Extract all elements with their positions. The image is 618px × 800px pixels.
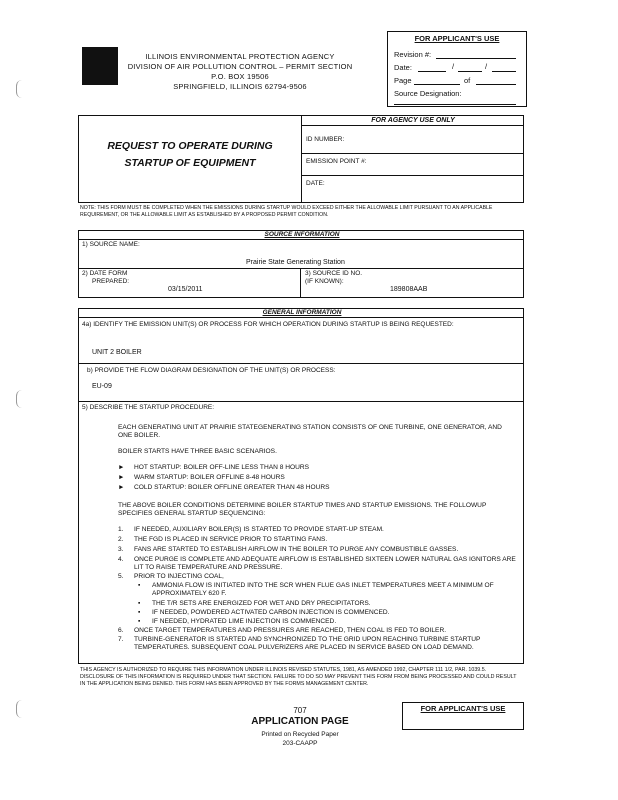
application-page-label: APPLICATION PAGE [251, 716, 349, 727]
section-divider [78, 317, 524, 318]
question-4b: b) PROVIDE THE FLOW DIAGRAM DESIGNATION OF THE UNIT(S) OR PROCESS: [87, 367, 336, 374]
scan-mark [16, 390, 22, 408]
answer-4a[interactable]: UNIT 2 BOILER [92, 349, 142, 356]
scenario-item: HOT STARTUP: BOILER OFF-LINE LESS THAN 8 HOURS [134, 464, 310, 471]
startup-scenarios: BOILER STARTS HAVE THREE BASIC SCENARIOS. [118, 448, 277, 455]
bullet-icon: ▪ [138, 582, 141, 589]
agency-division: DIVISION OF AIR POLLUTION CONTROL – PERMIT SECTION [127, 62, 353, 71]
section-divider [300, 268, 301, 298]
date-separator: / [452, 62, 455, 71]
agency-row-divider [302, 175, 523, 176]
scenario-item: COLD STARTUP: BOILER OFFLINE GREATER THAN 48 HOURS [134, 484, 330, 491]
agency-city: SPRINGFIELD, ILLINOIS 62794-9506 [173, 82, 307, 91]
disclosure-statement: THIS AGENCY IS AUTHORIZED TO REQUIRE THIS INFORMATION UNDER ILLINOIS REVISED STATUTES, 1981, AS AMENDED 1992, CHAPTER 111 1/2, PAR. 1039.5. DISCLOSURE OF THIS INFORMATION IS REQUIRED UNDER THAT SECTION. FAILURE TO DO SO MAY PREVENT THIS FORM FROM BEING PROCESSED AND COULD RESULT IN THE APPLICATION BEING DENIED. THIS FORM HAS BEEN APPROVED BY THE FORMS MANAGEMENT CENTER. [80, 667, 517, 687]
section-divider [78, 401, 524, 402]
applicant-use-heading: FOR APPLICANT'S USE [414, 34, 500, 43]
sub-step: IF NEEDED, POWDERED ACTIVATED CARBON INJECTION IS COMMENCED. [152, 609, 390, 616]
form-title-line1: REQUEST TO OPERATE DURING [107, 140, 273, 152]
bullet-icon: ▪ [138, 600, 141, 607]
source-name-value[interactable]: Prairie State Generating Station [246, 259, 345, 266]
general-info-heading: GENERAL INFORMATION [262, 309, 342, 316]
step-number: 2. [118, 536, 124, 543]
footer-applicant-use-heading: FOR APPLICANT'S USE [420, 704, 506, 713]
recycled-paper-note: Printed on Recycled Paper [261, 731, 339, 738]
revision-label: Revision #: [394, 50, 432, 59]
sub-step: IF NEEDED, HYDRATED LIME INJECTION IS COMMENCED. [152, 618, 337, 625]
step-text: PRIOR TO INJECTING COAL, [134, 573, 224, 580]
source-id-value[interactable]: 189808AAB [390, 286, 428, 293]
form-note: NOTE: THIS FORM MUST BE COMPLETED WHEN THE EMISSIONS DURING STARTUP WOULD EXCEED EITHER THE ALLOWABLE LIMIT PURSUANT TO AN APPLICABLE REQUIREMENT, OR THE ALLOWABLE LIMIT AS ESTABLISHED BY A PROPOSED PERMIT CONDITION. [80, 205, 493, 218]
agency-row-divider [302, 153, 523, 154]
date-day-field[interactable] [458, 71, 482, 72]
question-5: 5) DESCRIBE THE STARTUP PROCEDURE: [82, 404, 215, 411]
step-text: TURBINE-GENERATOR IS STARTED AND SYNCHRONIZED TO THE GRID UPON REACHING TURBINE STARTUP TEMPERATURES. SUBSEQUENT COAL PULVERIZERS ARE PLACED IN SERVICE BASED ON LOAD DEMAND. [134, 636, 481, 651]
form-code: 203-CAAPP [282, 740, 318, 747]
section-divider [78, 239, 524, 240]
section-divider [78, 268, 524, 269]
scenario-item: WARM STARTUP: BOILER OFFLINE 8-48 HOURS [134, 474, 285, 481]
scan-mark [16, 700, 22, 718]
form-title-line2: STARTUP OF EQUIPMENT [124, 157, 256, 169]
sub-step: AMMONIA FLOW IS INITIATED INTO THE SCR WHEN FLUE GAS INLET TEMPERATURES MEET A MINIMUM OF APPROXIMATELY 620 F. [152, 582, 494, 597]
agency-use-heading: FOR AGENCY USE ONLY [371, 117, 455, 124]
agency-name: ILLINOIS ENVIRONMENTAL PROTECTION AGENCY [145, 52, 335, 61]
step-text: ONCE PURGE IS COMPLETE AND ADEQUATE AIRFLOW IS ESTABLISHED SIXTEEN LOWER NATURAL GAS IGNITORS ARE LIT TO RAISE TEMPERATURE AND PRESSURE. [134, 556, 516, 571]
bullet-icon: ► [118, 474, 125, 481]
startup-conditions: THE ABOVE BOILER CONDITIONS DETERMINE BOILER STARTUP TIMES AND STARTUP EMISSIONS. THE FOLLOWUP SPECIFIES GENERAL STARTUP SEQUENCING: [118, 502, 487, 517]
source-id-label-1: 3) SOURCE ID NO. [305, 270, 363, 277]
date-prepared-label-2: PREPARED: [92, 278, 130, 285]
step-text: ONCE TARGET TEMPERATURES AND PRESSURES ARE REACHED, THEN COAL IS FED TO BOILER. [134, 627, 447, 634]
emission-point-label: EMISSION POINT #: [306, 158, 367, 165]
startup-intro: EACH GENERATING UNIT AT PRAIRIE STATEGENERATING STATION CONSISTS OF ONE TURBINE, ONE GENERATOR, AND ONE BOILER. [118, 424, 502, 439]
date-prepared-label-1: 2) DATE FORM [82, 270, 128, 277]
sub-step: THE T/R SETS ARE ENERGIZED FOR WET AND DRY PRECIPITATORS. [152, 600, 371, 607]
step-number: 1. [118, 526, 124, 533]
source-info-heading: SOURCE INFORMATION [264, 231, 340, 238]
page-label: Page [394, 76, 412, 85]
step-number: 6. [118, 627, 124, 634]
date-month-field[interactable] [418, 71, 446, 72]
step-text: THE FGD IS PLACED IN SERVICE PRIOR TO STARTING FANS. [134, 536, 328, 543]
agency-date-label: DATE: [306, 180, 325, 187]
page-field[interactable] [414, 84, 460, 85]
step-text: IF NEEDED, AUXILIARY BOILER(S) IS STARTED TO PROVIDE START-UP STEAM. [134, 526, 384, 533]
bullet-icon: ▪ [138, 618, 141, 625]
bullet-icon: ► [118, 484, 125, 491]
source-designation-label: Source Designation: [394, 89, 462, 98]
question-4a: 4a) IDENTIFY THE EMISSION UNIT(S) OR PROCESS FOR WHICH OPERATION DURING STARTUP IS BEING REQUESTED: [82, 321, 454, 328]
scan-mark [16, 80, 22, 98]
step-text: FANS ARE STARTED TO ESTABLISH AIRFLOW IN THE BOILER TO PURGE ANY COMBUSTIBLE GASSES. [134, 546, 459, 553]
agency-po-box: P.O. BOX 19506 [211, 72, 269, 81]
source-name-label: 1) SOURCE NAME: [82, 241, 140, 248]
section-divider [78, 363, 524, 364]
date-label: Date: [394, 63, 412, 72]
page-number: 707 [293, 706, 307, 715]
date-prepared-value[interactable]: 03/15/2011 [168, 286, 203, 293]
date-separator: / [485, 62, 488, 71]
id-number-label: ID NUMBER: [306, 136, 345, 143]
date-year-field[interactable] [492, 71, 516, 72]
bullet-icon: ► [118, 464, 125, 471]
step-number: 4. [118, 556, 124, 563]
source-designation-field[interactable] [394, 104, 516, 105]
step-number: 3. [118, 546, 124, 553]
page-of-label: of [464, 76, 471, 85]
title-divider [301, 115, 302, 203]
bullet-icon: ▪ [138, 609, 141, 616]
page-total-field[interactable] [476, 84, 516, 85]
revision-field[interactable] [436, 58, 516, 59]
step-number: 5. [118, 573, 124, 580]
answer-4b[interactable]: EU-09 [92, 383, 112, 390]
source-id-label-2: (IF KNOWN): [305, 278, 344, 285]
step-number: 7. [118, 636, 124, 643]
